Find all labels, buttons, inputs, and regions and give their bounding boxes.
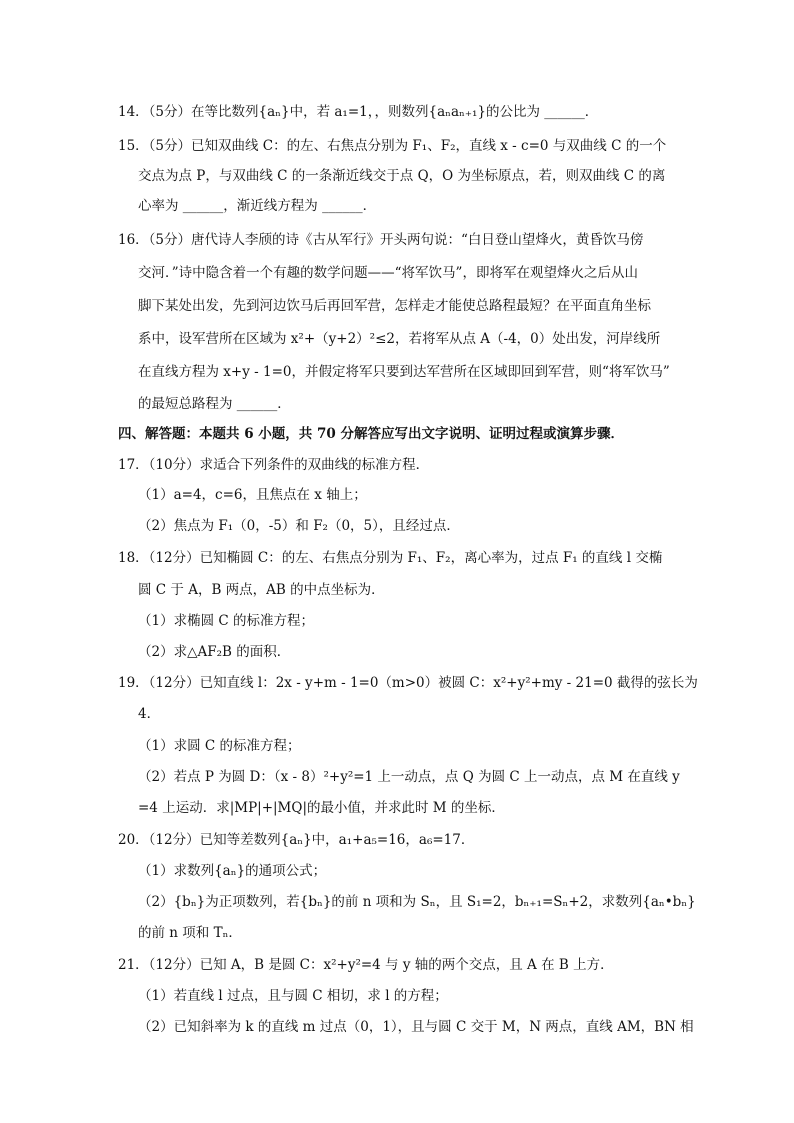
problem-19-part-2: （2）若点 P 为圆 D：（x - 8）²+y²=1 上一动点，点 Q 为圆 C 上一动点，点 M 在直线 y [138, 769, 680, 785]
problem-15-line-2: 交点为点 P，与双曲线 C 的一条渐近线交于点 Q，O 为坐标原点，若，则双曲线 C 的离 [138, 168, 666, 184]
problem-20-part-1: （1）求数列{aₙ}的通项公式； [138, 863, 327, 879]
problem-20-line-4: 的前 n 项和 Tₙ． [138, 925, 242, 941]
problem-21-part-2: （2）已知斜率为 k 的直线 m 过点（0，1），且与圆 C 交于 M，N 两点，直线 AM，BN 相 [138, 1019, 694, 1035]
problem-19-part-1: （1）求圆 C 的标准方程； [138, 738, 301, 754]
problem-21-part-1: （1）若直线 l 过点，且与圆 C 相切，求 l 的方程； [138, 988, 448, 1004]
problem-20-line-1: 20．（12分）已知等差数列{aₙ}中，a₁+a₅=16，a₆=17． [118, 832, 475, 848]
problem-21-line-1: 21．（12分）已知 A，B 是圆 C：x²+y²=4 与 y 轴的两个交点，且 A 在 B 上方． [118, 957, 614, 973]
problem-17-part-1: （1）a=4，c=6，且焦点在 x 轴上； [138, 487, 367, 503]
problem-15-line-1: 15．（5分）已知双曲线 C：的左、右焦点分别为 F₁、F₂，直线 x - c=0 与双曲线 C 的一个 [118, 138, 667, 154]
problem-18-line-1: 18．（12分）已知椭圆 C：的左、右焦点分别为 F₁、F₂，离心率为，过点 F₁ 的直线 l 交椭 [118, 550, 663, 566]
problem-19-line-5: =4 上运动．求|MP|+|MQ|的最小值，并求此时 M 的坐标． [138, 800, 505, 816]
problem-16-line-2: 交河．”诗中隐含着一个有趣的数学问题——“将军饮马”，即将军在观望烽火之后从山 [138, 265, 638, 281]
problem-18-line-2: 圆 C 于 A，B 两点，AB 的中点坐标为． [138, 582, 385, 598]
problem-17-line-1: 17．（10分）求适合下列条件的双曲线的标准方程． [118, 457, 430, 473]
problem-16-line-6: 的最短总路程为 ______． [138, 396, 291, 412]
problem-15-line-3: 心率为 ______，渐近线方程为 ______． [138, 198, 377, 214]
problem-18-part-1: （1）求椭圆 C 的标准方程； [138, 613, 315, 629]
problem-16-line-4: 系中，设军营所在区域为 x²+（y+2）²≤2，若将军从点 A（-4，0）处出发，河岸线所 [138, 331, 661, 347]
problem-18-part-2: （2）求△AF₂B 的面积． [138, 644, 291, 660]
problem-14-line-1: 14．（5分）在等比数列{aₙ}中，若 a₁=1，，则数列{aₙaₙ₊₁}的公比为 ______． [118, 104, 599, 120]
problem-16-line-1: 16．（5分）唐代诗人李颀的诗《古从军行》开头两句说：“白日登山望烽火，黄昏饮马傍 [118, 232, 644, 248]
problem-19-line-2: 4． [138, 706, 161, 722]
problem-17-part-2: （2）焦点为 F₁（0，-5）和 F₂（0，5），且经过点． [138, 518, 460, 534]
problem-19-line-1: 19．（12分）已知直线 l：2x - y+m - 1=0（m>0）被圆 C：x²+y²+my - 21=0 截得的弦长为 [118, 675, 698, 691]
problem-20-part-2: （2）{bₙ}为正项数列，若{bₙ}的前 n 项和为 Sₙ，且 S₁=2，bₙ₊₁=Sₙ+2，求数列{aₙ•bₙ} [138, 894, 696, 910]
section-4-heading: 四、解答题：本题共 6 小题，共 70 分解答应写出文字说明、证明过程或演算步骤． [118, 426, 624, 442]
problem-16-line-3: 脚下某处出发，先到河边饮马后再回军营，怎样走才能使总路程最短？在平面直角坐标 [138, 298, 651, 314]
problem-16-line-5: 在直线方程为 x+y - 1=0，并假定将军只要到达军营所在区域即回到军营，则“将军饮马” [138, 364, 670, 380]
